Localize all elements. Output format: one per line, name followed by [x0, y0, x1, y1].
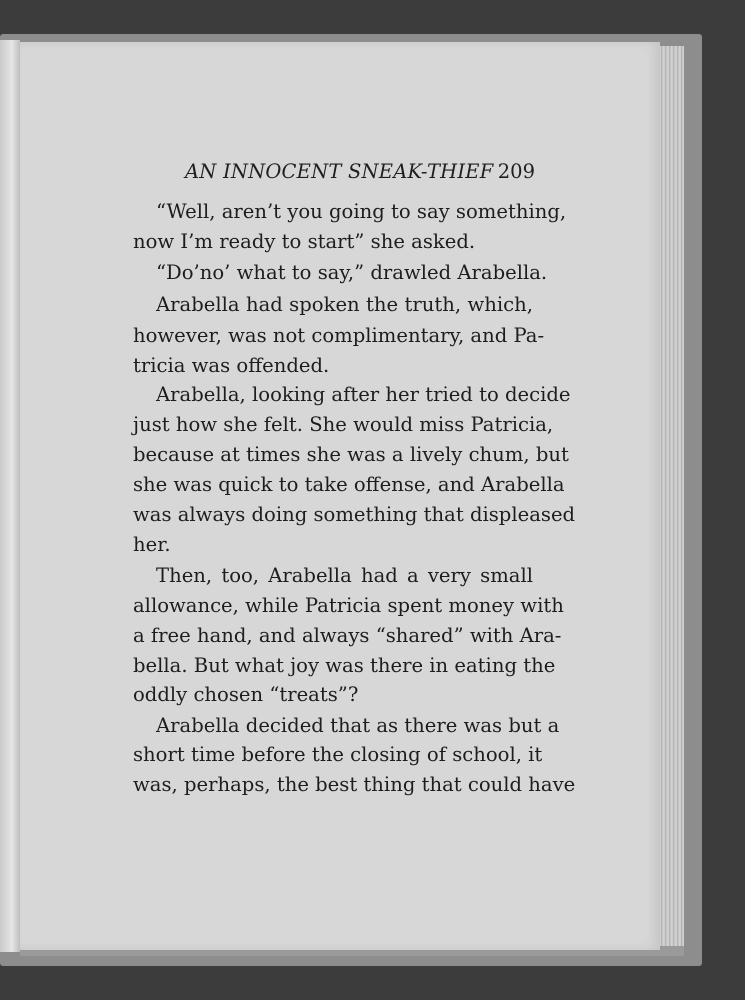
text-line: allowance, while Patricia spent money with	[133, 594, 564, 617]
text-line: bella. But what joy was there in eating the	[133, 654, 556, 677]
text-line: tricia was offended.	[133, 354, 330, 377]
text-line: her.	[133, 533, 171, 556]
text-line: Arabella, looking after her tried to decide	[156, 383, 571, 406]
text-line: because at times she was a lively chum, but	[133, 443, 569, 466]
text-line: a free hand, and always “shared” with Ara-	[133, 624, 562, 647]
text-line: Arabella had spoken the truth, which,	[156, 293, 533, 316]
text-line: oddly chosen “treats”?	[133, 683, 359, 706]
text-line: Arabella decided that as there was but a	[156, 714, 560, 737]
text-line: short time before the closing of school, it	[133, 743, 543, 766]
text-line: “Do’no’ what to say,” drawled Arabella.	[156, 261, 548, 284]
running-head	[185, 160, 535, 190]
facing-page-edge	[0, 40, 20, 952]
text-line: was, perhaps, the best thing that could have	[133, 773, 576, 796]
text-line: now I’m ready to start” she asked.	[133, 230, 476, 253]
text-line: Then, too, Arabella had a very small	[156, 564, 533, 587]
running-head-title: AN INNOCENT SNEAK-THIEF	[185, 160, 494, 183]
text-line: however, was not complimentary, and Pa-	[133, 324, 545, 347]
text-line: she was quick to take offense, and Arabella	[133, 473, 565, 496]
text-line: just how she felt. She would miss Patricia,	[133, 413, 554, 436]
page-number: 209	[497, 160, 535, 183]
text-line: “Well, aren’t you going to say something,	[156, 200, 567, 223]
text-line: was always doing something that displeased	[133, 503, 576, 526]
